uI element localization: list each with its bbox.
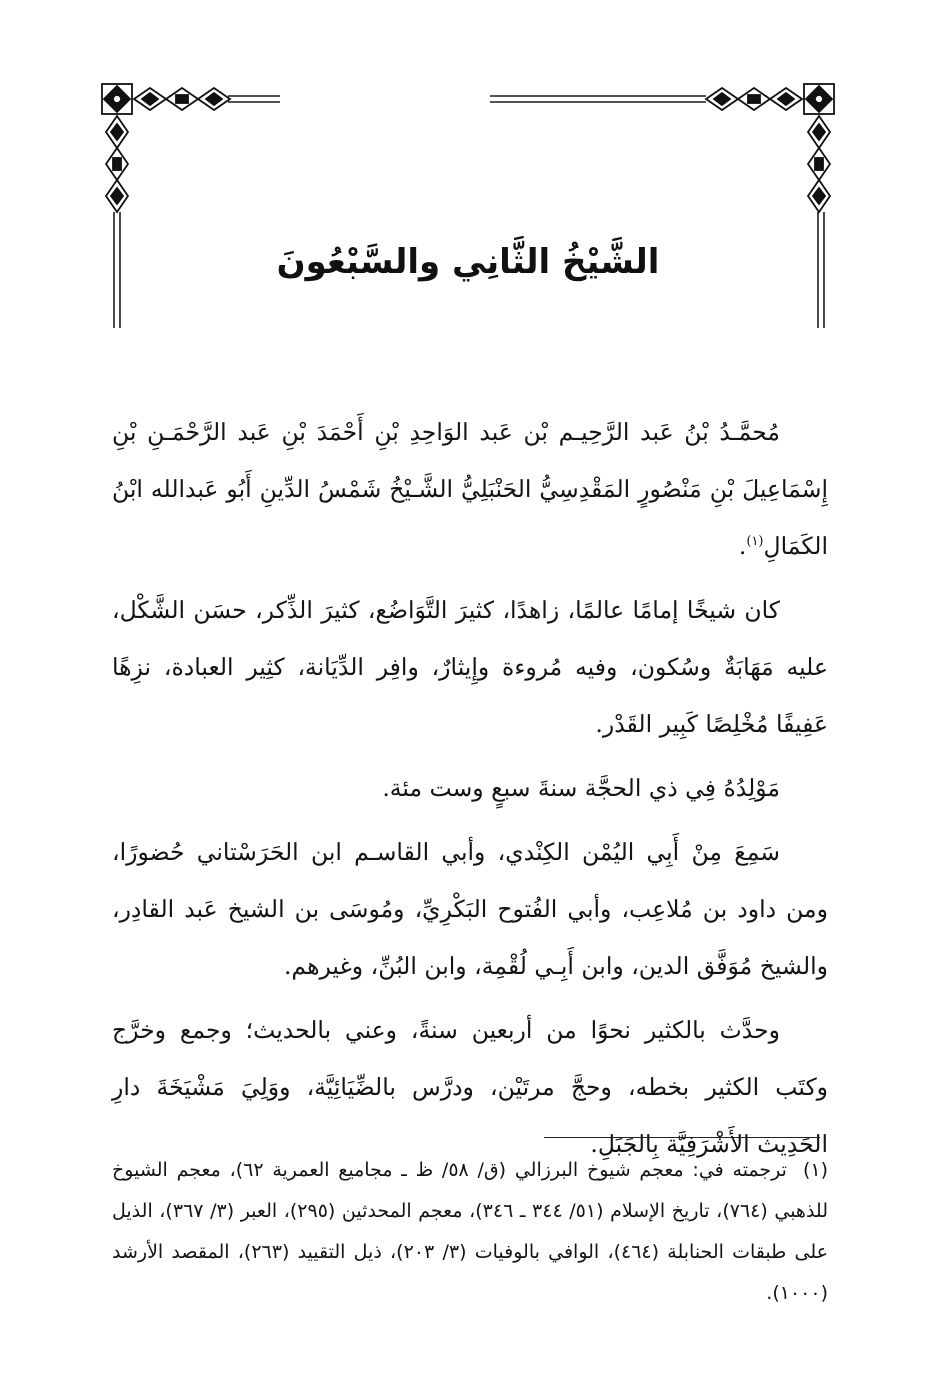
frame-right-corner	[706, 84, 834, 212]
footnote-number: (١)	[802, 1159, 828, 1181]
frame-left-corner	[102, 84, 230, 212]
footnote-reference[interactable]: (١)	[746, 534, 764, 550]
paragraph-teachers: سَمِعَ مِنْ أَبِي اليُمْن الكِنْدي، وأبي القاسـم ابن الحَرَسْتاني حُضورًا، ومن داود بن مُلاعِب، وأبي الفُتوح البَكْرِيِّ، ومُوسَى بن الشيخ عَبد القادِر، والشيخ مُوَفَّق الدين، وابن أَبِـي لُقْمِة، وابن البُنِّ، وغيرهم.	[112, 838, 828, 980]
ornamental-corner-frame-icon	[100, 82, 836, 332]
footnote-divider	[544, 1137, 820, 1138]
paragraph-birth: مَوْلِدُهُ فِي ذي الحجَّة سنةَ سبعٍ وست مئة.	[382, 774, 780, 802]
footnote-text: ترجمته في: معجم شيوخ البرزالي (ق/ ٥٨/ ظ ـ مجاميع العمرية ٦٢)، معجم الشيوخ للذهبي (٧٦٤)، تاريخ الإسلام (٥١/ ٣٤٤ ـ ٣٤٦)، معجم المحدثين (٢٩٥)، العبر (٣/ ٣٦٧)، الذيل على طبقات الحنابلة (٤٦٤)، الوافي بالوفيات (٣/ ٢٠٣)، ذيل التقييد (٢٦٣)، المقصد الأرشد (١٠٠٠).	[112, 1159, 828, 1304]
paragraph-biography-name	[112, 404, 828, 575]
paragraph-text: مُحمَّـدُ بْنُ عَبد الرَّحِيـم بْن عَبد الوَاحِدِ بْنِ أَحْمَدَ بْنِ عَبد الرَّحْمَـنِ بْنِ إِسْمَاعِيلَ بْنِ مَنْصُورٍ المَقْدِسِيُّ الحَنْبَلِيُّ الشَّـيْخُ شَمْسُ الدِّينِ أَبُو عَبدالله ابْنُ الكَمَالِ	[112, 418, 828, 560]
chapter-title: الشَّيْخُ الثَّانِي والسَّبْعُونَ	[276, 242, 660, 282]
footnote	[112, 1150, 828, 1314]
paragraph-ending: .	[738, 532, 747, 560]
paragraph-description: كان شيخًا إمامًا عالمًا، زاهدًا، كثيرَ التَّوَاضُع، كثيرَ الذِّكر، حسَن الشَّكْل، عليه مَهَابَةٌ وسُكون، وفيه مُروءة وإِيثارٌ، وافِر الدِّيَانة، كثِير العبادة، نزِهًا عَفِيفًا مُخْلِصًا كَبِير القَدْر.	[112, 596, 828, 738]
paragraph-teaching: وحدَّث بالكثير نحوًا من أربعين سنةً، وعني بالحديث؛ وجمع وخرَّج وكتَب الكثير بخطه، وحجَّ مرتَيْن، ودرَّس بالضِّيَائِيَّة، ووَلِيَ مَشْيَخَةَ دارِ الحَدِيث الأَشْرَفِيَّة بِالجَبَلِ.	[112, 1016, 828, 1158]
ornamental-frame	[100, 82, 836, 332]
main-text	[112, 404, 828, 1180]
